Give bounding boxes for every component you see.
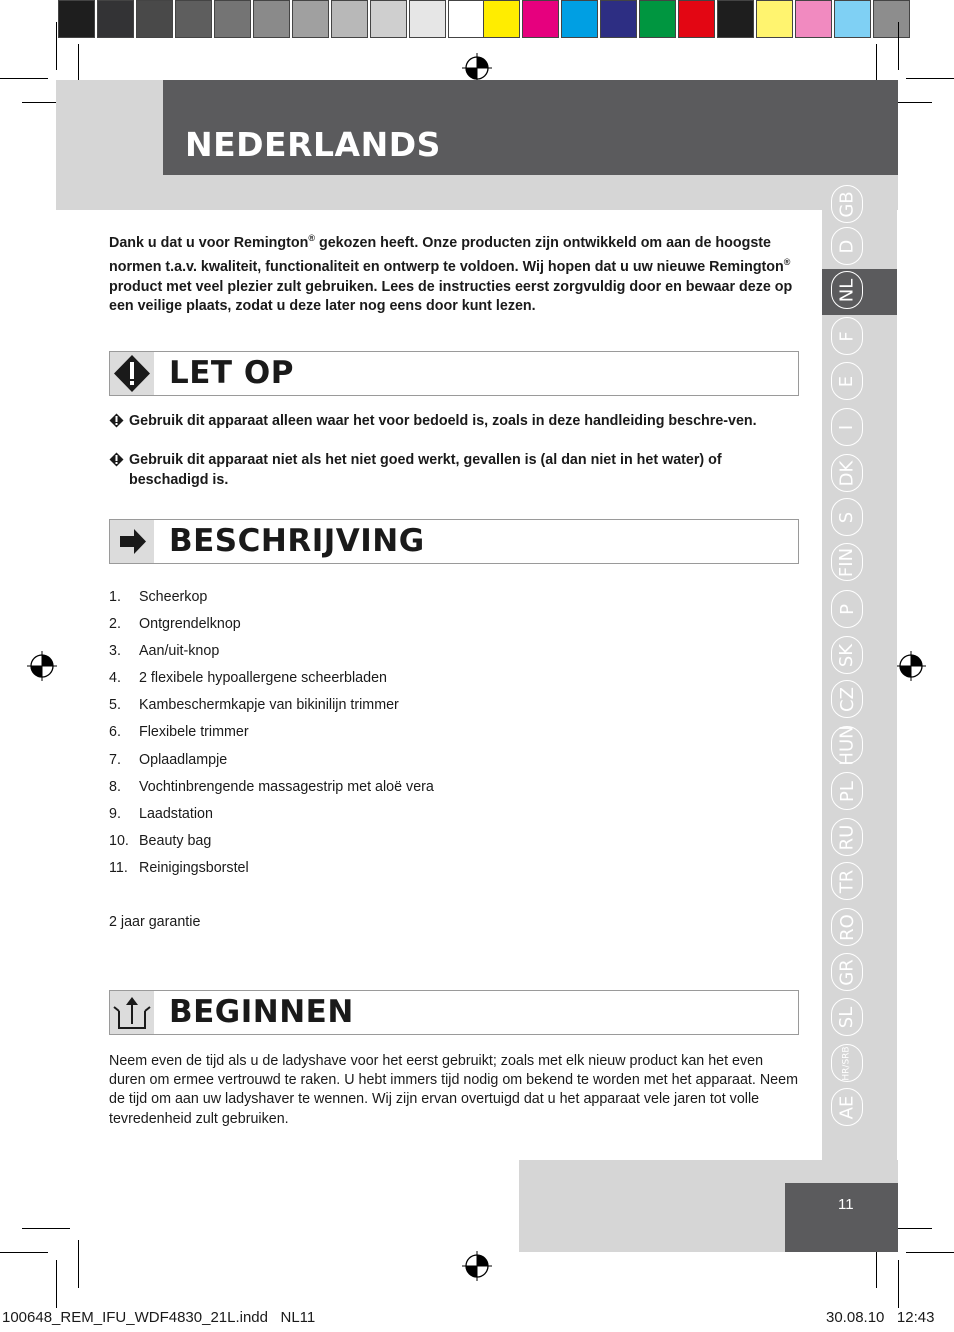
footer-date: 30.08.10 12:43 [826, 1309, 935, 1326]
color-swatch [678, 0, 715, 38]
item-label: Ontgrendelknop [139, 616, 241, 633]
language-tab-pl[interactable] [831, 772, 863, 810]
warning-item [109, 412, 799, 432]
item-number: 9. [109, 805, 121, 822]
footer-filename: 100648_REM_IFU_WDF4830_21L.indd NL11 [2, 1309, 316, 1326]
language-tab-hr-srb[interactable] [831, 1044, 863, 1082]
language-tab-label: NL [836, 278, 858, 302]
item-label: Beauty bag [139, 832, 212, 849]
item-label: Kambeschermkapje van bikinilijn trimmer [139, 697, 399, 714]
language-tab-dk[interactable] [831, 454, 863, 492]
warning-text: Gebruik dit apparaat alleen waar het voor bedoeld is, zoals in deze handleiding beschre-ven. [129, 413, 757, 429]
registration-mark-icon [462, 1251, 492, 1281]
registered-mark: ® [308, 233, 316, 243]
item-label: Scheerkop [139, 589, 208, 605]
section-title: BEGINNEN [169, 994, 354, 1030]
page-number: 11 [838, 1196, 854, 1213]
section-title: BESCHRIJVING [169, 523, 425, 559]
color-swatch [292, 0, 329, 38]
color-swatch [409, 0, 446, 38]
language-tab-label: FIN [836, 547, 858, 577]
language-tab-label: HUN [836, 724, 858, 766]
crop-mark [78, 1240, 79, 1288]
language-tab-label: TR [836, 869, 858, 893]
color-swatch [97, 0, 134, 38]
language-tab-cz[interactable] [831, 680, 863, 718]
color-swatch [717, 0, 754, 38]
language-tab-hun[interactable] [831, 726, 863, 764]
language-tab-ro[interactable] [831, 908, 863, 946]
language-tab-label: DK [836, 460, 858, 486]
language-tab-i[interactable] [831, 408, 863, 446]
language-tab-label: GR [836, 958, 858, 986]
item-label: Oplaadlampje [139, 751, 228, 768]
item-number: 10. [109, 832, 129, 849]
color-swatch [834, 0, 871, 38]
color-swatch [370, 0, 407, 38]
section-header-letop [109, 351, 799, 396]
warning-icon [110, 352, 154, 395]
section-icon-area [110, 352, 154, 395]
color-swatch [331, 0, 368, 38]
warning-bullet-icon [109, 452, 124, 467]
color-swatch [136, 0, 173, 38]
item-number: 8. [109, 778, 121, 795]
language-tab-label: GB [836, 190, 858, 218]
registration-mark-icon [462, 53, 492, 83]
item-number: 1. [109, 589, 121, 605]
color-swatch [873, 0, 910, 38]
language-tab-label: S [836, 511, 858, 523]
warning-item [109, 451, 799, 490]
language-tab-fin[interactable] [831, 543, 863, 581]
language-tab-tr[interactable] [831, 862, 863, 900]
intro-text: gekozen heeft. Onze producten zijn ontwikkeld om aan de hoogste normen t.a.v. kwaliteit, functionaliteit en ontwerp te voldoen. Wij hopen dat u uw nieuwe Remington [109, 234, 784, 276]
crop-mark [898, 1260, 899, 1308]
unpack-box-icon [110, 991, 154, 1034]
crop-mark [56, 22, 57, 70]
item-label: Vochtinbrengende massagestrip met aloë vera [139, 778, 434, 795]
language-tab-ae[interactable] [831, 1088, 863, 1126]
language-tab-nl[interactable] [831, 271, 863, 309]
item-label: Aan/uit-knop [139, 643, 220, 660]
crop-mark [0, 78, 48, 79]
section-title: LET OP [169, 355, 294, 391]
crop-mark [906, 78, 954, 79]
crop-mark [898, 22, 899, 70]
language-tab-label: PL [836, 780, 858, 802]
registration-mark-icon [896, 651, 926, 681]
intro-paragraph [109, 229, 799, 317]
arrow-right-icon [110, 520, 154, 563]
item-number: 6. [109, 724, 121, 741]
warning-bullet-icon [109, 413, 124, 428]
language-tab-label: P [836, 603, 858, 615]
crop-mark [56, 1260, 57, 1308]
color-swatch [214, 0, 251, 38]
warning-text: Gebruik dit apparaat niet als het niet goed werkt, gevallen is (al dan niet in het water) of beschadigd is. [129, 452, 722, 488]
language-tab-label: F [836, 330, 858, 342]
color-swatch [483, 0, 520, 38]
color-swatch [253, 0, 290, 38]
color-swatch [175, 0, 212, 38]
color-bar-process [483, 0, 912, 38]
color-swatch [522, 0, 559, 38]
crop-mark [0, 1252, 48, 1253]
language-tab-e[interactable] [831, 362, 863, 400]
page-number-box [785, 1183, 898, 1252]
color-swatch [58, 0, 95, 38]
section-header-beginnen [109, 990, 799, 1035]
color-swatch [639, 0, 676, 38]
item-number: 5. [109, 697, 121, 714]
language-tab-f[interactable] [831, 317, 863, 355]
language-tab-label: SK [836, 643, 858, 667]
crop-mark [22, 1228, 70, 1229]
color-bar-grayscale [58, 0, 487, 38]
item-number: 2. [109, 616, 121, 633]
page-title: NEDERLANDS [185, 125, 441, 164]
language-tab-label: E [836, 375, 858, 387]
item-label: Reinigingsborstel [139, 859, 249, 876]
color-swatch [561, 0, 598, 38]
crop-mark [906, 1252, 954, 1253]
color-swatch [795, 0, 832, 38]
language-tab-label: CZ [836, 686, 858, 712]
language-tab-label: SL [836, 1006, 858, 1028]
language-tab-label: RU [836, 824, 858, 850]
section-header-beschrijving [109, 519, 799, 564]
page-frame-top [56, 175, 898, 210]
language-tab-gb[interactable] [831, 185, 863, 223]
item-label: Laadstation [139, 805, 213, 822]
section-icon-area [110, 991, 154, 1034]
registered-mark: ® [783, 257, 791, 268]
language-tab-label: I [836, 424, 858, 430]
language-tab-p[interactable] [831, 590, 863, 628]
item-number: 7. [109, 751, 121, 768]
registration-mark-icon [27, 651, 57, 681]
item-number: 3. [109, 643, 121, 660]
language-tab-label: HR/SRB [841, 1045, 852, 1081]
intro-text: Dank u dat u voor Remington [109, 234, 309, 251]
language-tab-ru[interactable] [831, 818, 863, 856]
beginnen-paragraph: Neem even de tijd als u de ladyshave voor het eerst gebruikt; zoals met elk nieuw product kan het even duren om ermee vertrouwd te raken. U hebt immers tijd nodig om bekend te worden met het apparaat. Neem de tijd om aan uw ladyshaver te wennen. Wij zijn ervan overtuigd dat u het apparaat vele jaren tot volle tevredenheid zult gebruiken. [109, 1053, 798, 1127]
item-number: 4. [109, 670, 121, 687]
language-tab-label: RO [836, 913, 858, 941]
language-tab-label: D [836, 239, 858, 253]
color-swatch [600, 0, 637, 38]
section-icon-area [110, 520, 154, 563]
item-label: Flexibele trimmer [139, 724, 249, 741]
language-tab-d[interactable] [831, 227, 863, 265]
intro-text: product met veel plezier zult gebruiken. Lees de instructies eerst zorgvuldig door en bewaar deze op een veilige plaats, zodat u deze later nog eens door kunt lezen. [109, 278, 793, 315]
language-tab-sl[interactable] [831, 998, 863, 1036]
language-tab-label: AE [836, 1095, 858, 1119]
language-tab-sk[interactable] [831, 636, 863, 674]
language-tab-s[interactable] [831, 498, 863, 536]
language-tab-gr[interactable] [831, 953, 863, 991]
guarantee-text: 2 jaar garantie [109, 914, 201, 930]
color-swatch [448, 0, 485, 38]
item-label: 2 flexibele hypoallergene scheerbladen [139, 670, 387, 687]
color-swatch [756, 0, 793, 38]
item-number: 11. [109, 859, 128, 876]
